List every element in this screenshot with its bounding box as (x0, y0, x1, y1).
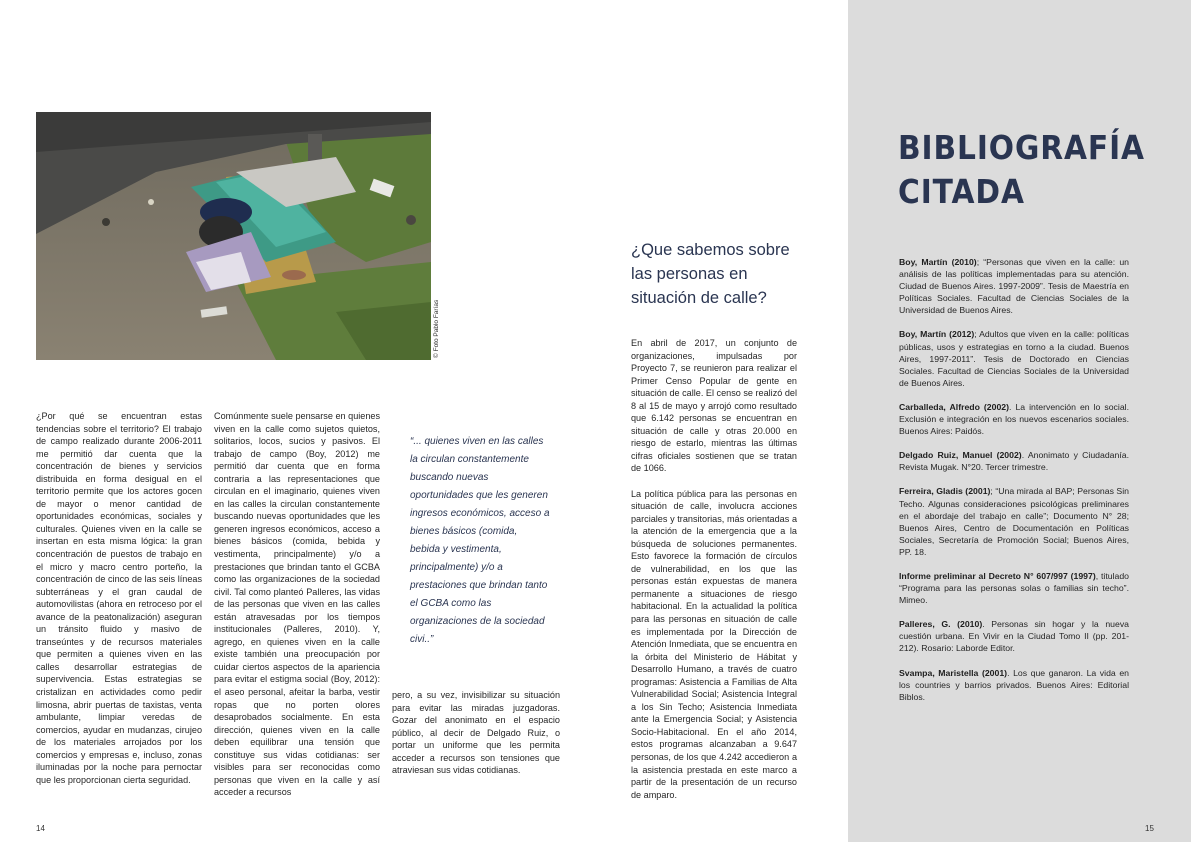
bibliography-entry (899, 449, 1129, 473)
pull-quote: “... quienes viven en las calles la circulan constantemente buscando nuevas oportunidades que les generen ingresos económicos, acceso a bienes básicos (comida, bebida y vestimenta, principalmente) y/o a prestaciones que brindan tanto el GCBA como las organizaciones de la sociedad civi..” (410, 436, 550, 645)
entry-author: Informe preliminar al Decreto N° 607/997 (1997) (899, 570, 1096, 581)
bibliography-list (899, 256, 1129, 715)
entry-text: , titulado “Programa para las personas solas o familias sin techo”. Mimeo. (899, 570, 1129, 606)
entry-text: ; Adultos que viven en la calle: políticas públicas, usos y estrategias en torno a la ciudad. Buenos Aires, 1997-2011”. Tesis de Doctorado en Ciencias Sociales. Facultad de Ciencias Sociales de la Universidad de Buenos Aires. (899, 329, 1129, 388)
bibliography-entry (899, 667, 1129, 703)
section-body (631, 337, 797, 801)
street-photo (36, 112, 431, 360)
entry-text: . La intervención en lo social. Exclusión e integración en los nuevos escenarios sociales. Buenos Aires: Paidós. (899, 401, 1129, 437)
entry-author: Palleres, G. (2010) (899, 619, 983, 630)
section-heading: ¿Que sabemos sobre las personas en situación de calle? (631, 241, 790, 307)
entry-text: ; “Una mirada al BAP; Personas Sin Techo. Algunas consideraciones psicológicas preliminares en el abordaje del trabajo en calle”; Documento N° 28; Buenos Aires, Centro de Documentación en Políticas Sociales, Secretaría de Promoción Social; Buenos Aires, PP. 18. (899, 486, 1129, 557)
bibliography-entry (899, 485, 1129, 558)
bibliography-entry (899, 618, 1129, 654)
body-column-3: pero, a su vez, invisibilizar su situación para evitar las miradas juzgadoras. Gozar del anonimato en el espacio público, al decir de Delgado Ruiz, o portar un uniforme que les permita acceder a recursos son tensiones que atraviesan sus vidas cotidianas. (392, 690, 560, 776)
entry-author: Boy, Martín (2012) (899, 329, 975, 340)
entry-text: ; “Personas que viven en la calle: un análisis de las políticas implementadas para su atención. Ciudad de Buenos Aires. 1997-2009”. Tesis de Maestría en Políticas Sociales. Facultad de Ciencias Sociales de la Universidad de Buenos Aires. (899, 257, 1129, 316)
body-column-1: ¿Por qué se encuentran estas tendencias sobre el territorio? El trabajo de campo realizado durante 2006-2011 me permitió dar cuenta que la concentración de bienes y servicios distribuida en forma desigual en el territorio permite que los actores gocen de mayor o menor cantidad de oportunidades económicas, sociales y culturales. Quienes viven en la calle se insertan en esta misma lógica: la gran concentración de puestos de trabajo en el micro y macro centro porteño, la concentración de cinco de las seis líneas subterráneas y el gran caudal de automovilistas (ahora en retroceso por el avance de la peatonalización) aseguran un tránsito fluido y masivo de transeúntes y de recursos materiales que permiten a quienes viven en las calles desarrollar estrategias de supervivencia. Estas estrategias se cristalizan en actividades como pedir limosna, abrir puertas de taxistas, venta ambulante, limpiar veredas de comercios, ayudar en mudanzas, cirujeo de los materiales arrojados por los comercios y empresas e, incluso, zonas iluminadas por la noche para pernoctar que les proporcionan cierta seguridad. (36, 411, 202, 785)
body-column-2: Comúnmente suele pensarse en quienes viven en la calle como sujetos quietos, solitarios, locos, sucios y pasivos. El trabajo de campo (Boy, 2012) me permitió dar cuenta que en forma contraria a las representaciones que circulan en el imaginario, quienes viven en las calles la circulan constantemente buscando nuevas oportunidades que les generen ingresos económicos, acceso a bienes básicos (comida, bebida y vestimenta, principalmente) y/o a prestaciones que brindan tanto el GCBA como las organizaciones de la sociedad civil. Tal como planteó Palleres, las vidas de las personas que viven en las calles están atravesadas por los tiempos institucionales (Palleres, 2010). Y, agrego, en quienes viven en la calle existe también una preocupación por cuidar ciertos aspectos de la apariencia para evitar el estigma social (Boy, 2012): el aseo personal, afeitar la barba, vestir ropas que no porten olores desaprobados socialmente. En esta dirección, quienes viven en la calle deben equilibrar una tensión que constituye sus vidas cotidianas: ser visibles para ser reconocidas como personas que viven en la calle y así acceder a recursos (214, 411, 380, 798)
page-number-right: 15 (1145, 824, 1154, 833)
bibliography-entry (899, 401, 1129, 437)
bibliography-entry (899, 570, 1129, 606)
bibliography-title: BIBLIOGRAFÍA CITADA (898, 128, 1145, 211)
entry-text: . Anonimato y Ciudadanía. Revista Mugak. N°20. Tercer trimestre. (899, 450, 1129, 473)
entry-text: . Los que ganaron. La vida en los countries y barrios privados. Buenos Aires: Editorial Biblos. (899, 667, 1129, 702)
bibliography-entry (899, 256, 1129, 316)
entry-author: Ferreira, Gladis (2001) (899, 486, 991, 497)
entry-author: Carballeda, Alfredo (2002) (899, 401, 1010, 412)
page-number-left: 14 (36, 824, 45, 833)
entry-author: Delgado Ruiz, Manuel (2002) (899, 450, 1022, 461)
entry-text: . Personas sin hogar y la nueva cuestión urbana. En Vivir en la Ciudad Tomo II (pp. 201-212). Rosario: Laborde Editor. (899, 619, 1129, 654)
entry-author: Svampa, Maristella (2001) (899, 667, 1008, 678)
section-paragraph-1: En abril de 2017, un conjunto de organizaciones, impulsadas por Proyecto 7, se reunieron para realizar el Primer Censo Popular de gente en situación de calle. El censo se realizó del 8 al 15 de mayo y arrojó como resultado que 6.142 personas se encuentran en situación de calle y otras 20.000 en riesgo de estarlo, mientras las últimas cifras oficiales sostienen que se tratan de 1066. (631, 338, 797, 474)
section-paragraph-2: La política pública para las personas en situación de calle, involucra acciones parciales y transitorias, más orientadas a la atención de la emergencia que a la búsqueda de soluciones permanentes. Esto favorece la formación de círculos de vulnerabilidad, en los que las personas están expuestas de manera permanente a situaciones de riesgo habitacional. En la actualidad la política para las personas en situación de calle es implementada por la Dirección de Atención Inmediata, que se encuentra en la órbita del Ministerio de Hábitat y Desarrollo Humano, a través de cuatro programas: Asistencia a Familias de Alta Vulnerabilidad Social; Asistencia Integral a los Sin Techo; Asistencia Inmediata ante la Emergencia Social; y Asistencia Socio-Habitacional. En el año 2014, estos programas alcanzaban a 9.647 personas, de los que 4.242 accedieron a la asistencia prestada en este marco a partir de la presentación de un recurso de amparo. (631, 488, 797, 800)
photo-credit: © Foto Pablo Farías (433, 299, 440, 358)
bibliography-entry (899, 328, 1129, 388)
entry-author: Boy, Martín (2010) (899, 257, 977, 267)
